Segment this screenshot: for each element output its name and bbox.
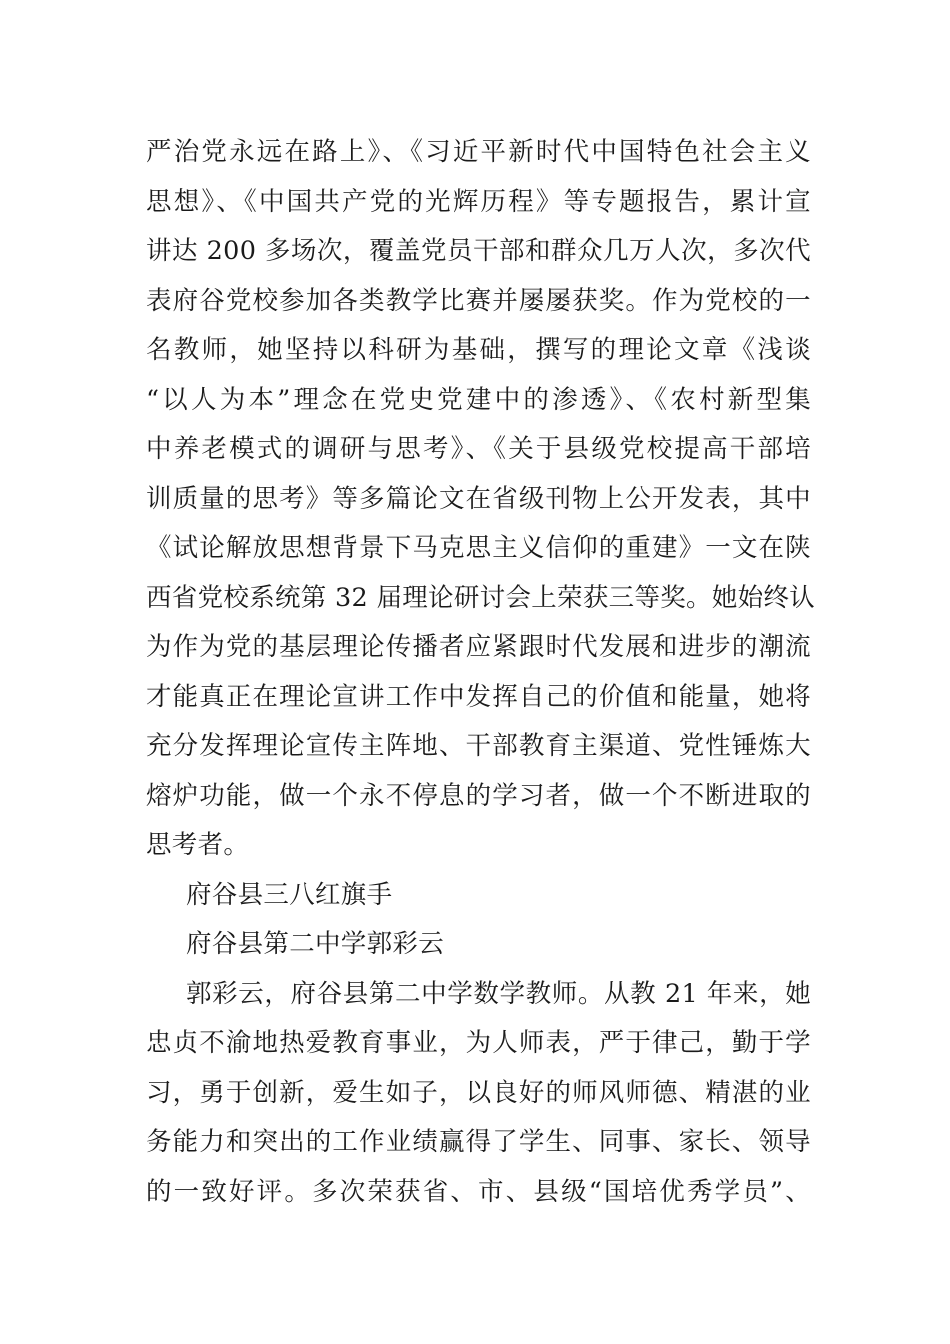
text-line: 忠贞不渝地热爱教育事业，为人师表，严于律己，勤于学 [146, 1028, 811, 1058]
paragraph-awardee-bio [146, 970, 811, 1218]
awardee-name: 府谷县第二中学郭彩云 [186, 929, 445, 959]
text-line: 西省党校系统第 32 届理论研讨会上荣获三等奖。她始终认 [146, 582, 816, 613]
text-line: 熔炉功能，做一个永不停息的学习者，做一个不断进取的 [146, 780, 811, 811]
text-line: 讲达 200 多场次，覆盖党员干部和群众几万人次，多次代 [146, 236, 811, 266]
text-line: 的一致好评。多次荣获省、市、县级“国培优秀学员”、 [146, 1176, 811, 1207]
text-line: 习，勇于创新，爱生如子，以良好的师风师德、精湛的业 [146, 1077, 811, 1108]
text-line: 郭彩云，府谷县第二中学数学教师。从教 21 年来，她 [186, 978, 811, 1009]
text-line: 《试论解放思想背景下马克思主义信仰的重建》一文在陕 [146, 533, 811, 563]
text-line: 中养老模式的调研与思考》、《关于县级党校提高干部培 [146, 434, 811, 464]
paragraph-party-school-teacher [146, 128, 816, 871]
text-line: 思想》、《中国共产党的光辉历程》等专题报告，累计宣 [146, 186, 811, 217]
text-line: 充分发挥理论宣传主阵地、干部教育主渠道、党性锤炼大 [146, 731, 811, 761]
document-body [146, 128, 816, 1217]
text-line: 才能真正在理论宣讲工作中发挥自己的价值和能量，她将 [146, 681, 811, 712]
text-line: 思考者。 [146, 830, 250, 860]
text-line: 严治党永远在路上》、《习近平新时代中国特色社会主义 [146, 137, 811, 167]
text-line: 务能力和突出的工作业绩赢得了学生、同事、家长、领导 [146, 1127, 811, 1157]
text-line: “以人为本”理念在党史党建中的渗透》、《农村新型集 [146, 384, 811, 415]
text-line: 为作为党的基层理论传播者应紧跟时代发展和进步的潮流 [146, 632, 811, 662]
award-title: 府谷县三八红旗手 [186, 879, 393, 910]
text-line: 表府谷党校参加各类教学比赛并屡屡获奖。作为党校的一 [146, 285, 811, 316]
text-line: 训质量的思考》等多篇论文在省级刊物上公开发表，其中 [146, 483, 811, 514]
text-line: 名教师，她坚持以科研为基础，撰写的理论文章《浅谈 [146, 335, 811, 365]
